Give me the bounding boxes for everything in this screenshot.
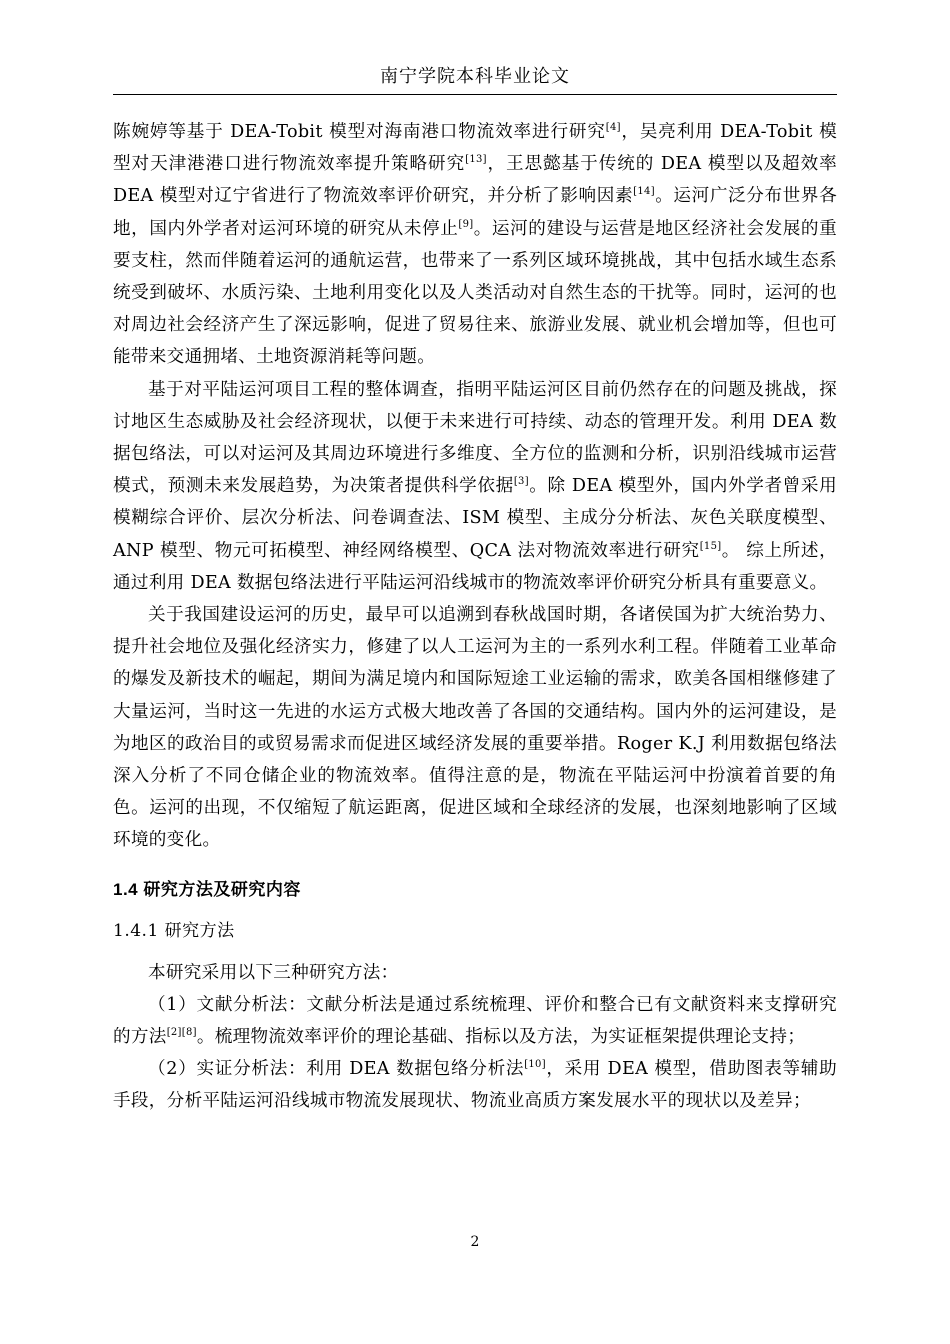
text-run: 。运河的建设与运营是地区经济社会发展的重要支柱，然而伴随着运河的通航运营，也带来了一系列区域环境挑战，其中包括水域生态系统受到破坏、水质污染、土地利用变化以及人类活动对自然生态的干扰等。同时，运河的也对周边社会经济产生了深远影响，促进了贸易往来、旅游业发展、就业机会增加等，但也可能带来交通拥堵、土地资源消耗等问题。 bbox=[113, 218, 837, 368]
citation-ref: [9] bbox=[458, 218, 474, 230]
running-header-title: 南宁学院本科毕业论文 bbox=[380, 66, 570, 87]
text-run: 。运河广泛分布世界各地，国内外学者对运河环境的研究从未停止 bbox=[113, 186, 837, 239]
body-text bbox=[113, 116, 837, 1118]
paragraph-literature-efficiency bbox=[113, 116, 837, 374]
text-run: 陈婉婷等基于 DEA-Tobit 模型对海南港口物流效率进行研究 bbox=[113, 122, 606, 142]
paragraph-methods-intro: 本研究采用以下三种研究方法： bbox=[148, 962, 399, 983]
text-run: 。除 DEA 模型外，国内外学者曾采用模糊综合评价、层次分析法、问卷调查法、ISM 模型、主成分分析法、灰色关联度模型、ANP 模型、物元可拓模型、神经网络模型、QCA 法对物流效率进行研究 bbox=[113, 476, 837, 561]
paragraph-canal-history: 关于我国建设运河的历史，最早可以追溯到春秋战国时期，各诸侯国为扩大统治势力、提升社会地位及强化经济实力，修建了以人工运河为主的一系列水利工程。伴随着工业革命的爆发及新技术的崛起，期间为满足境内和国际短途工业运输的需求，欧美各国相继修建了大量运河，当时这一先进的水运方式极大地改善了各国的交通结构。国内外的运河建设，是为地区的政治目的或贸易需求而促进区域经济发展的重要举措。Roger K.J 利用数据包络法深入分析了不同仓储企业的物流效率。值得注意的是，物流在平陆运河中扮演着首要的角色。运河的出现，不仅缩短了航运距离，促进区域和全球经济的发展，也深刻地影响了区域环境的变化。 bbox=[113, 605, 837, 851]
text-run: （2）实证分析法：利用 DEA 数据包络分析法 bbox=[148, 1059, 525, 1080]
text-run: ，王思懿基于传统的 DEA 模型以及超效率 DEA 模型对辽宁省进行了物流效率评价研究，并分析了影响因素 bbox=[113, 154, 837, 207]
text-run: 基于对平陆运河项目工程的整体调查，指明平陆运河区目前仍然存在的问题及挑战，探讨地区生态威胁及社会经济现状，以便于未来进行可持续、动态的管理开发。利用 DEA 数据包络法，可以对运河及其周边环境进行多维度、全方位的监测和分析，识别沿线城市运营模式，预测未来发展趋势，为决策者提供科学依据 bbox=[113, 379, 837, 497]
citation-ref: [15] bbox=[699, 540, 722, 552]
paragraph-method-empirical bbox=[113, 1053, 837, 1117]
citation-ref: [2][8] bbox=[166, 1027, 197, 1039]
citation-ref: [13] bbox=[465, 154, 487, 166]
text-run: （1）文献分析法：文献分析法是通过系统梳理、评价和整合已有文献资料来支撑研究的方法 bbox=[113, 994, 837, 1048]
text-run: 。 综上所述，通过利用 DEA 数据包络法进行平陆运河沿线城市的物流效率评价研究分析具有重要意义。 bbox=[113, 540, 837, 593]
text-run: ，吴亮利用 DEA-Tobit 模型对天津港港口进行物流效率提升策略研究 bbox=[113, 122, 837, 175]
header-divider bbox=[113, 94, 837, 95]
citation-ref: [10] bbox=[524, 1059, 546, 1071]
subsection-heading: 1.4.1 研究方法 bbox=[113, 920, 235, 941]
citation-ref: [4] bbox=[605, 122, 621, 133]
text-run: 。梳理物流效率评价的理论基础、指标以及方法，为实证框架提供理论支持； bbox=[196, 1027, 806, 1048]
text-run: ，采用 DEA 模型，借助图表等辅助手段，分析平陆运河沿线城市物流发展现状、物流业高质方案发展水平的现状以及差异； bbox=[113, 1059, 837, 1112]
citation-ref: [14] bbox=[633, 186, 655, 198]
section-heading: 1.4 研究方法及研究内容 bbox=[113, 879, 301, 899]
paragraph-method-literature bbox=[113, 989, 837, 1053]
paragraph-pinglu-canal-survey bbox=[113, 374, 837, 599]
page-number: 2 bbox=[470, 1234, 480, 1250]
citation-ref: [3] bbox=[513, 476, 529, 488]
